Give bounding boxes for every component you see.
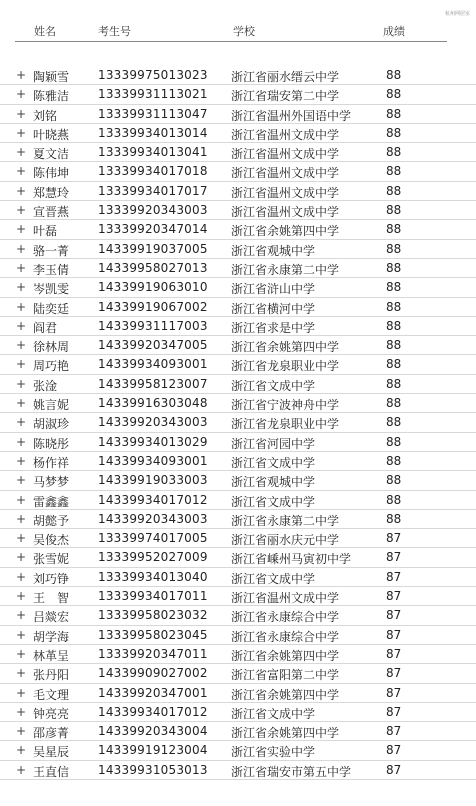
score-value: 88	[386, 318, 402, 333]
student-name: 夏文洁	[33, 147, 70, 162]
table-row	[0, 587, 476, 606]
exam-number: 14339919033003	[98, 473, 208, 488]
table-row	[0, 471, 476, 490]
score-value: 87	[386, 724, 402, 739]
expand-plus-icon[interactable]: +	[16, 589, 27, 604]
exam-number: 14339920343003	[98, 511, 208, 526]
score-value: 88	[386, 396, 402, 411]
exam-number: 14339919037005	[98, 241, 208, 256]
exam-number: 14339919063010	[98, 280, 208, 295]
exam-number: 14339931053013	[98, 762, 208, 777]
table-row	[0, 278, 476, 297]
school-name: 浙江省温州文成中学	[231, 591, 340, 606]
table-row	[0, 105, 476, 124]
school-name: 浙江省温州文成中学	[231, 127, 340, 142]
score-value: 87	[386, 743, 402, 758]
student-name: 阎君	[33, 320, 58, 335]
school-name: 浙江省余姚第四中学	[231, 340, 340, 355]
score-value: 88	[386, 125, 402, 140]
school-name: 浙江省温州文成中学	[231, 166, 340, 181]
student-name: 叶晓燕	[33, 127, 70, 142]
school-name: 浙江省温州外国语中学	[231, 108, 352, 123]
table-row	[0, 664, 476, 683]
student-name: 吴星辰	[33, 745, 70, 760]
student-name: 郑慧玲	[33, 185, 70, 200]
table-row	[0, 375, 476, 394]
expand-plus-icon[interactable]: +	[16, 434, 27, 449]
school-name: 浙江省嵊州马寅初中学	[231, 552, 352, 567]
exam-number: 14339919067002	[98, 299, 208, 314]
school-name: 浙江省文成中学	[231, 706, 316, 721]
expand-plus-icon[interactable]: +	[16, 376, 27, 391]
expand-plus-icon[interactable]: +	[16, 183, 27, 198]
school-name: 浙江省瑞安第二中学	[231, 89, 340, 104]
expand-plus-icon[interactable]: +	[16, 260, 27, 275]
school-name: 浙江省余姚第四中学	[231, 224, 340, 239]
student-name: 宣晋燕	[33, 205, 70, 220]
expand-plus-icon[interactable]: +	[16, 724, 27, 739]
score-value: 87	[386, 627, 402, 642]
score-value: 87	[386, 608, 402, 623]
table-row	[0, 355, 476, 374]
expand-plus-icon[interactable]: +	[16, 68, 27, 82]
exam-number: 13339931113047	[98, 106, 208, 121]
table-row	[0, 626, 476, 645]
school-name: 浙江省余姚第四中学	[231, 687, 340, 702]
table-row	[0, 336, 476, 355]
expand-plus-icon[interactable]: +	[16, 453, 27, 468]
table-row	[0, 143, 476, 162]
exam-number: 14339919123004	[98, 743, 208, 758]
table-row	[0, 548, 476, 567]
exam-number: 14339920343004	[98, 724, 208, 739]
student-name: 钟亮亮	[33, 706, 70, 721]
table-row	[0, 220, 476, 239]
score-value: 88	[386, 299, 402, 314]
table-row	[0, 201, 476, 220]
student-name: 张雪妮	[33, 552, 70, 567]
student-name: 毛文理	[33, 687, 70, 702]
exam-number: 13339934017018	[98, 164, 208, 179]
student-name: 姚言妮	[33, 398, 70, 413]
expand-plus-icon[interactable]: +	[16, 125, 27, 140]
student-name: 骆一菁	[33, 243, 70, 258]
expand-plus-icon[interactable]: +	[16, 203, 27, 218]
student-name: 刘巧铮	[33, 571, 70, 586]
header-school: 学校	[233, 25, 255, 38]
student-name: 吕燚宏	[33, 610, 70, 625]
table-row	[0, 684, 476, 703]
school-name: 浙江省温州文成中学	[231, 205, 340, 220]
school-name: 浙江省龙泉职业中学	[231, 417, 340, 432]
expand-plus-icon[interactable]: +	[16, 762, 27, 777]
table-row	[0, 452, 476, 471]
score-value: 88	[386, 280, 402, 295]
expand-plus-icon[interactable]: +	[16, 531, 27, 546]
score-value: 88	[386, 68, 402, 82]
exam-number: 14339920343003	[98, 415, 208, 430]
student-name: 叶磊	[33, 224, 58, 239]
table-row	[0, 433, 476, 452]
table-row	[0, 394, 476, 413]
expand-plus-icon[interactable]: +	[16, 222, 27, 237]
score-value: 87	[386, 762, 402, 777]
school-name: 浙江省浒山中学	[231, 282, 316, 297]
expand-plus-icon[interactable]: +	[16, 318, 27, 333]
score-value: 88	[386, 222, 402, 237]
score-value: 88	[386, 145, 402, 160]
student-name: 雷鑫鑫	[33, 494, 70, 509]
expand-plus-icon[interactable]: +	[16, 241, 27, 256]
exam-number: 13339934013014	[98, 125, 208, 140]
score-value: 88	[386, 241, 402, 256]
school-name: 浙江省宁波神舟中学	[231, 398, 340, 413]
table-row	[0, 240, 476, 259]
exam-number: 14339920347005	[98, 338, 208, 353]
student-name: 陈雅洁	[33, 89, 70, 104]
expand-plus-icon[interactable]: +	[16, 511, 27, 526]
table-row	[0, 491, 476, 510]
expand-plus-icon[interactable]: +	[16, 743, 27, 758]
school-name: 浙江省温州文成中学	[231, 185, 340, 200]
score-value: 88	[386, 511, 402, 526]
exam-number: 14339931117003	[98, 318, 208, 333]
score-value: 87	[386, 646, 402, 661]
school-name: 浙江省观城中学	[231, 475, 316, 490]
student-name: 邵彦菁	[33, 726, 70, 741]
expand-plus-icon[interactable]: +	[16, 685, 27, 700]
school-name: 浙江省永康综合中学	[231, 610, 340, 625]
watermark-text: 杭州网居室	[444, 11, 470, 17]
exam-number: 14339920347001	[98, 685, 208, 700]
table-row	[0, 703, 476, 722]
student-name: 陶颖雪	[33, 70, 70, 84]
student-name: 张丹阳	[33, 668, 70, 683]
score-value: 88	[386, 492, 402, 507]
school-name: 浙江省求是中学	[231, 320, 316, 335]
score-value: 87	[386, 589, 402, 604]
school-name: 浙江省横河中学	[231, 301, 316, 316]
exam-number: 13339934017017	[98, 183, 208, 198]
table-row	[0, 510, 476, 529]
exam-number: 13339975013023	[98, 68, 208, 82]
score-value: 88	[386, 87, 402, 102]
exam-number: 13339958023032	[98, 608, 208, 623]
score-value: 88	[386, 434, 402, 449]
student-name: 岑凯雯	[33, 282, 70, 297]
score-table	[0, 66, 476, 780]
school-name: 浙江省永康第二中学	[231, 262, 340, 277]
table-row	[0, 298, 476, 317]
student-name: 张淦	[33, 378, 58, 393]
student-name: 陈伟坤	[33, 166, 70, 181]
school-name: 浙江省永康第二中学	[231, 513, 340, 528]
table-row	[0, 259, 476, 278]
exam-number: 13339934017011	[98, 589, 208, 604]
exam-number: 13339920347014	[98, 222, 208, 237]
expand-plus-icon[interactable]: +	[16, 415, 27, 430]
table-row	[0, 568, 476, 587]
expand-plus-icon[interactable]: +	[16, 280, 27, 295]
table-row	[0, 124, 476, 143]
student-name: 林革呈	[33, 648, 70, 663]
score-value: 87	[386, 531, 402, 546]
school-name: 浙江省河园中学	[231, 436, 316, 451]
exam-number: 14339934017012	[98, 704, 208, 719]
expand-plus-icon[interactable]: +	[16, 666, 27, 681]
school-name: 浙江省瑞安市第五中学	[231, 764, 352, 779]
student-name: 李玉倩	[33, 262, 70, 277]
score-value: 88	[386, 203, 402, 218]
expand-plus-icon[interactable]: +	[16, 338, 27, 353]
school-name: 浙江省文成中学	[231, 455, 316, 470]
exam-number: 13339974017005	[98, 531, 208, 546]
expand-plus-icon[interactable]: +	[16, 357, 27, 372]
student-name: 周巧艳	[33, 359, 70, 374]
school-name: 浙江省实验中学	[231, 745, 316, 760]
school-name: 浙江省丽水缙云中学	[231, 70, 340, 84]
expand-plus-icon[interactable]: +	[16, 627, 27, 642]
exam-number: 13339958023045	[98, 627, 208, 642]
school-name: 浙江省永康综合中学	[231, 629, 340, 644]
expand-plus-icon[interactable]: +	[16, 87, 27, 102]
student-name: 胡学海	[33, 629, 70, 644]
table-row	[0, 761, 476, 780]
student-name: 徐林周	[33, 340, 70, 355]
table-row	[0, 85, 476, 104]
exam-number: 13339952027009	[98, 550, 208, 565]
school-name: 浙江省文成中学	[231, 378, 316, 393]
score-value: 87	[386, 569, 402, 584]
exam-number: 13339920347011	[98, 646, 208, 661]
exam-number: 14339934093001	[98, 453, 208, 468]
expand-plus-icon[interactable]: +	[16, 396, 27, 411]
score-value: 88	[386, 415, 402, 430]
exam-number: 14339916303048	[98, 396, 208, 411]
school-name: 浙江省龙泉职业中学	[231, 359, 340, 374]
school-name: 浙江省余姚第四中学	[231, 726, 340, 741]
score-value: 87	[386, 685, 402, 700]
score-value: 88	[386, 376, 402, 391]
school-name: 浙江省观城中学	[231, 243, 316, 258]
exam-number: 14339934013029	[98, 434, 208, 449]
expand-plus-icon[interactable]: +	[16, 473, 27, 488]
school-name: 浙江省文成中学	[231, 571, 316, 586]
score-value: 88	[386, 357, 402, 372]
exam-number: 14339958027013	[98, 260, 208, 275]
table-header	[0, 20, 476, 42]
student-name: 王直信	[33, 764, 70, 779]
expand-plus-icon[interactable]: +	[16, 704, 27, 719]
table-row	[0, 645, 476, 664]
exam-number: 14339934093001	[98, 357, 208, 372]
student-name: 胡懿予	[33, 513, 70, 528]
table-row	[0, 413, 476, 432]
header-divider	[15, 41, 447, 42]
score-value: 87	[386, 704, 402, 719]
exam-number: 13339931113021	[98, 87, 208, 102]
expand-plus-icon[interactable]: +	[16, 106, 27, 121]
expand-plus-icon[interactable]: +	[16, 608, 27, 623]
exam-number: 14339934017012	[98, 492, 208, 507]
table-row	[0, 722, 476, 741]
student-name: 刘铭	[33, 108, 58, 123]
score-value: 88	[386, 338, 402, 353]
school-name: 浙江省余姚第四中学	[231, 648, 340, 663]
score-value: 87	[386, 550, 402, 565]
expand-plus-icon[interactable]: +	[16, 550, 27, 565]
student-name: 陈晓彤	[33, 436, 70, 451]
score-value: 88	[386, 106, 402, 121]
student-name: 王 智	[33, 591, 70, 606]
student-name: 陆奕廷	[33, 301, 70, 316]
expand-plus-icon[interactable]: +	[16, 646, 27, 661]
table-row	[0, 162, 476, 181]
table-row	[0, 529, 476, 548]
expand-plus-icon[interactable]: +	[16, 145, 27, 160]
header-name: 姓名	[34, 25, 56, 38]
score-value: 88	[386, 453, 402, 468]
header-score: 成绩	[383, 25, 405, 38]
student-name: 马梦梦	[33, 475, 70, 490]
score-value: 88	[386, 164, 402, 179]
school-name: 浙江省文成中学	[231, 494, 316, 509]
expand-plus-icon[interactable]: +	[16, 569, 27, 584]
student-name: 吴俊杰	[33, 533, 70, 548]
score-value: 88	[386, 473, 402, 488]
expand-plus-icon[interactable]: +	[16, 299, 27, 314]
school-name: 浙江省丽水庆元中学	[231, 533, 340, 548]
exam-number: 13339934013040	[98, 569, 208, 584]
school-name: 浙江省富阳第二中学	[231, 668, 340, 683]
table-row	[0, 317, 476, 336]
exam-number: 13339934013041	[98, 145, 208, 160]
student-name: 杨作祥	[33, 455, 70, 470]
student-name: 胡淑珍	[33, 417, 70, 432]
school-name: 浙江省温州文成中学	[231, 147, 340, 162]
score-value: 88	[386, 183, 402, 198]
exam-number: 14339909027002	[98, 666, 208, 681]
score-value: 87	[386, 666, 402, 681]
exam-number: 13339920343003	[98, 203, 208, 218]
table-row	[0, 66, 476, 85]
header-id: 考生号	[98, 25, 131, 38]
score-value: 88	[386, 260, 402, 275]
expand-plus-icon[interactable]: +	[16, 164, 27, 179]
exam-number: 14339958123007	[98, 376, 208, 391]
expand-plus-icon[interactable]: +	[16, 492, 27, 507]
table-row	[0, 741, 476, 760]
table-row	[0, 606, 476, 625]
table-row	[0, 182, 476, 201]
